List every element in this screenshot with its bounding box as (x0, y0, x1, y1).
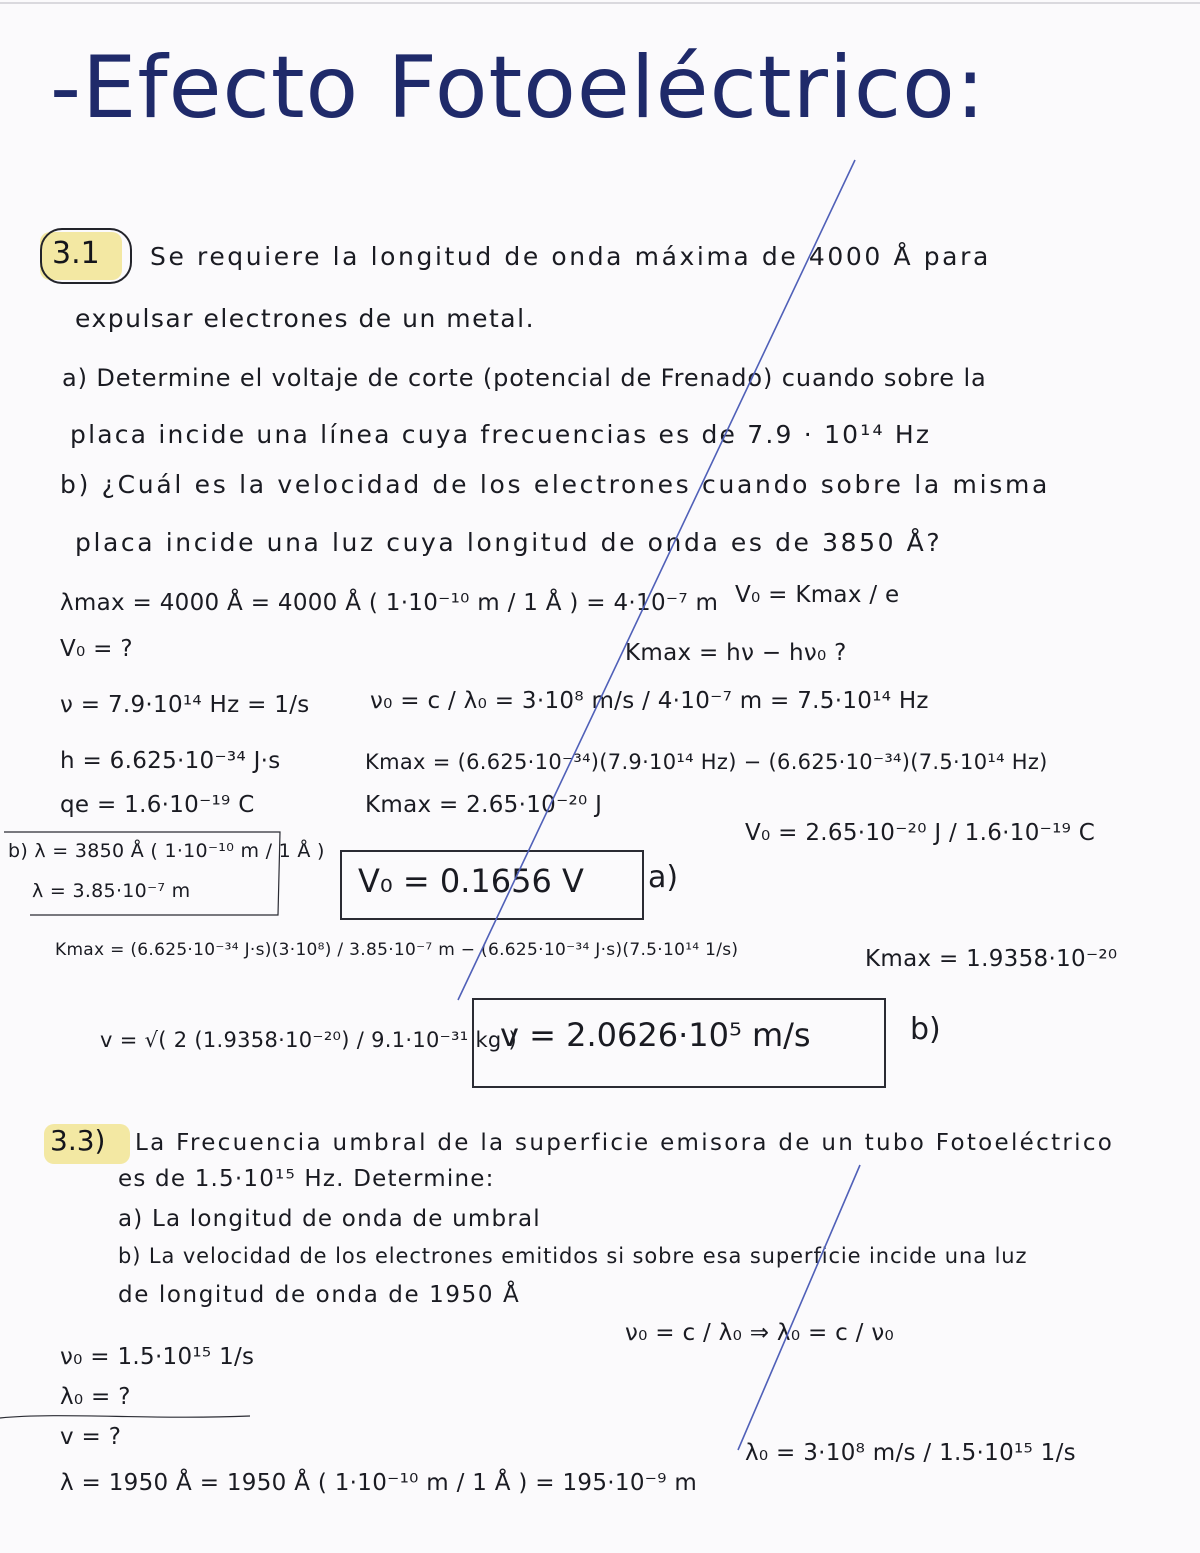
answer-a: V₀ = 0.1656 V (358, 862, 584, 900)
kmax-value: Kmax = 2.65·10⁻²⁰ J (365, 792, 603, 818)
lambda-b-value: λ = 3.85·10⁻⁷ m (32, 880, 191, 902)
threshold-frequency: ν₀ = 1.5·10¹⁵ 1/s (60, 1344, 255, 1370)
answer-b: v = 2.0626·10⁵ m/s (500, 1016, 811, 1054)
kmax-formula: Kmax = hν − hν₀ ? (625, 640, 847, 666)
problem-3-3-number: 3.3) (50, 1124, 106, 1157)
v0-substitution: V₀ = 2.65·10⁻²⁰ J / 1.6·10⁻¹⁹ C (745, 820, 1096, 846)
kmax-b-substitution: Kmax = (6.625·10⁻³⁴ J·s)(3·10⁸) / 3.85·10⁻⁷ m − (6.625·10⁻³⁴ J·s)(7.5·10¹⁴ 1/s) (55, 940, 739, 960)
kmax-b-value: Kmax = 1.9358·10⁻²⁰ (865, 946, 1118, 972)
lambda-conversion-3-3: λ = 1950 Å = 1950 Å ( 1·10⁻¹⁰ m / 1 Å ) = 195·10⁻⁹ m (60, 1470, 698, 1496)
problem-3-1-line-3: a) Determine el voltaje de corte (potencial de Frenado) cuando sobre la (62, 364, 987, 392)
problem-3-1-line-1: Se requiere la longitud de onda máxima de 4000 Å para (150, 242, 991, 271)
velocity-formula: v = √( 2 (1.9358·10⁻²⁰) / 9.1·10⁻³¹ kg ) (100, 1028, 518, 1052)
lambda-b-bracket (4, 832, 280, 915)
electron-charge: qe = 1.6·10⁻¹⁹ C (60, 792, 255, 818)
lambda-b-conversion: b) λ = 3850 Å ( 1·10⁻¹⁰ m / 1 Å ) (8, 840, 325, 862)
problem-3-3-line-3: a) La longitud de onda de umbral (118, 1206, 541, 1232)
nu-value: ν = 7.9·10¹⁴ Hz = 1/s (60, 692, 310, 718)
answer-b-label: b) (910, 1012, 941, 1047)
problem-3-1-line-4: placa incide una línea cuya frecuencias es de 7.9 · 10¹⁴ Hz (70, 420, 932, 449)
problem-3-3-line-1: La Frecuencia umbral de la superficie emisora de un tubo Fotoeléctrico (135, 1130, 1115, 1156)
problem-3-3-line-4: b) La velocidad de los electrones emitidos si sobre esa superficie incide una luz (118, 1244, 1028, 1268)
v0-unknown: V₀ = ? (60, 636, 133, 662)
problem-3-1-line-2: expulsar electrones de un metal. (75, 304, 536, 333)
kmax-substitution: Kmax = (6.625·10⁻³⁴)(7.9·10¹⁴ Hz) − (6.625·10⁻³⁴)(7.5·10¹⁴ Hz) (365, 750, 1048, 774)
lambda0-unknown: λ₀ = ? (60, 1384, 131, 1410)
problem-3-3-divider (0, 1416, 250, 1418)
problem-3-1-line-5: b) ¿Cuál es la velocidad de los electrones cuando sobre la misma (60, 470, 1051, 499)
strike-line-lower (738, 1165, 860, 1450)
page-title: -Efecto Fotoeléctrico: (50, 38, 986, 138)
velocity-unknown: v = ? (60, 1424, 122, 1450)
problem-3-3-line-2: es de 1.5·10¹⁵ Hz. Determine: (118, 1166, 495, 1192)
v0-formula: V₀ = Kmax / e (735, 582, 900, 608)
problem-3-1-number: 3.1 (52, 236, 100, 271)
answer-a-label: a) (648, 860, 679, 895)
problem-3-1-line-6: placa incide una luz cuya longitud de onda es de 3850 Å? (75, 528, 943, 557)
lambda-max-conversion: λmax = 4000 Å = 4000 Å ( 1·10⁻¹⁰ m / 1 Å ) = 4·10⁻⁷ m (60, 590, 719, 616)
nu0-calculation: ν₀ = c / λ₀ = 3·10⁸ m/s / 4·10⁻⁷ m = 7.5·10¹⁴ Hz (370, 688, 929, 714)
lambda0-substitution: λ₀ = 3·10⁸ m/s / 1.5·10¹⁵ 1/s (745, 1440, 1076, 1466)
planck-constant: h = 6.625·10⁻³⁴ J·s (60, 748, 281, 774)
strike-line-upper (458, 160, 855, 1000)
frequency-wavelength-relation: ν₀ = c / λ₀ ⇒ λ₀ = c / ν₀ (625, 1320, 895, 1346)
problem-3-3-line-5: de longitud de onda de 1950 Å (118, 1282, 521, 1308)
